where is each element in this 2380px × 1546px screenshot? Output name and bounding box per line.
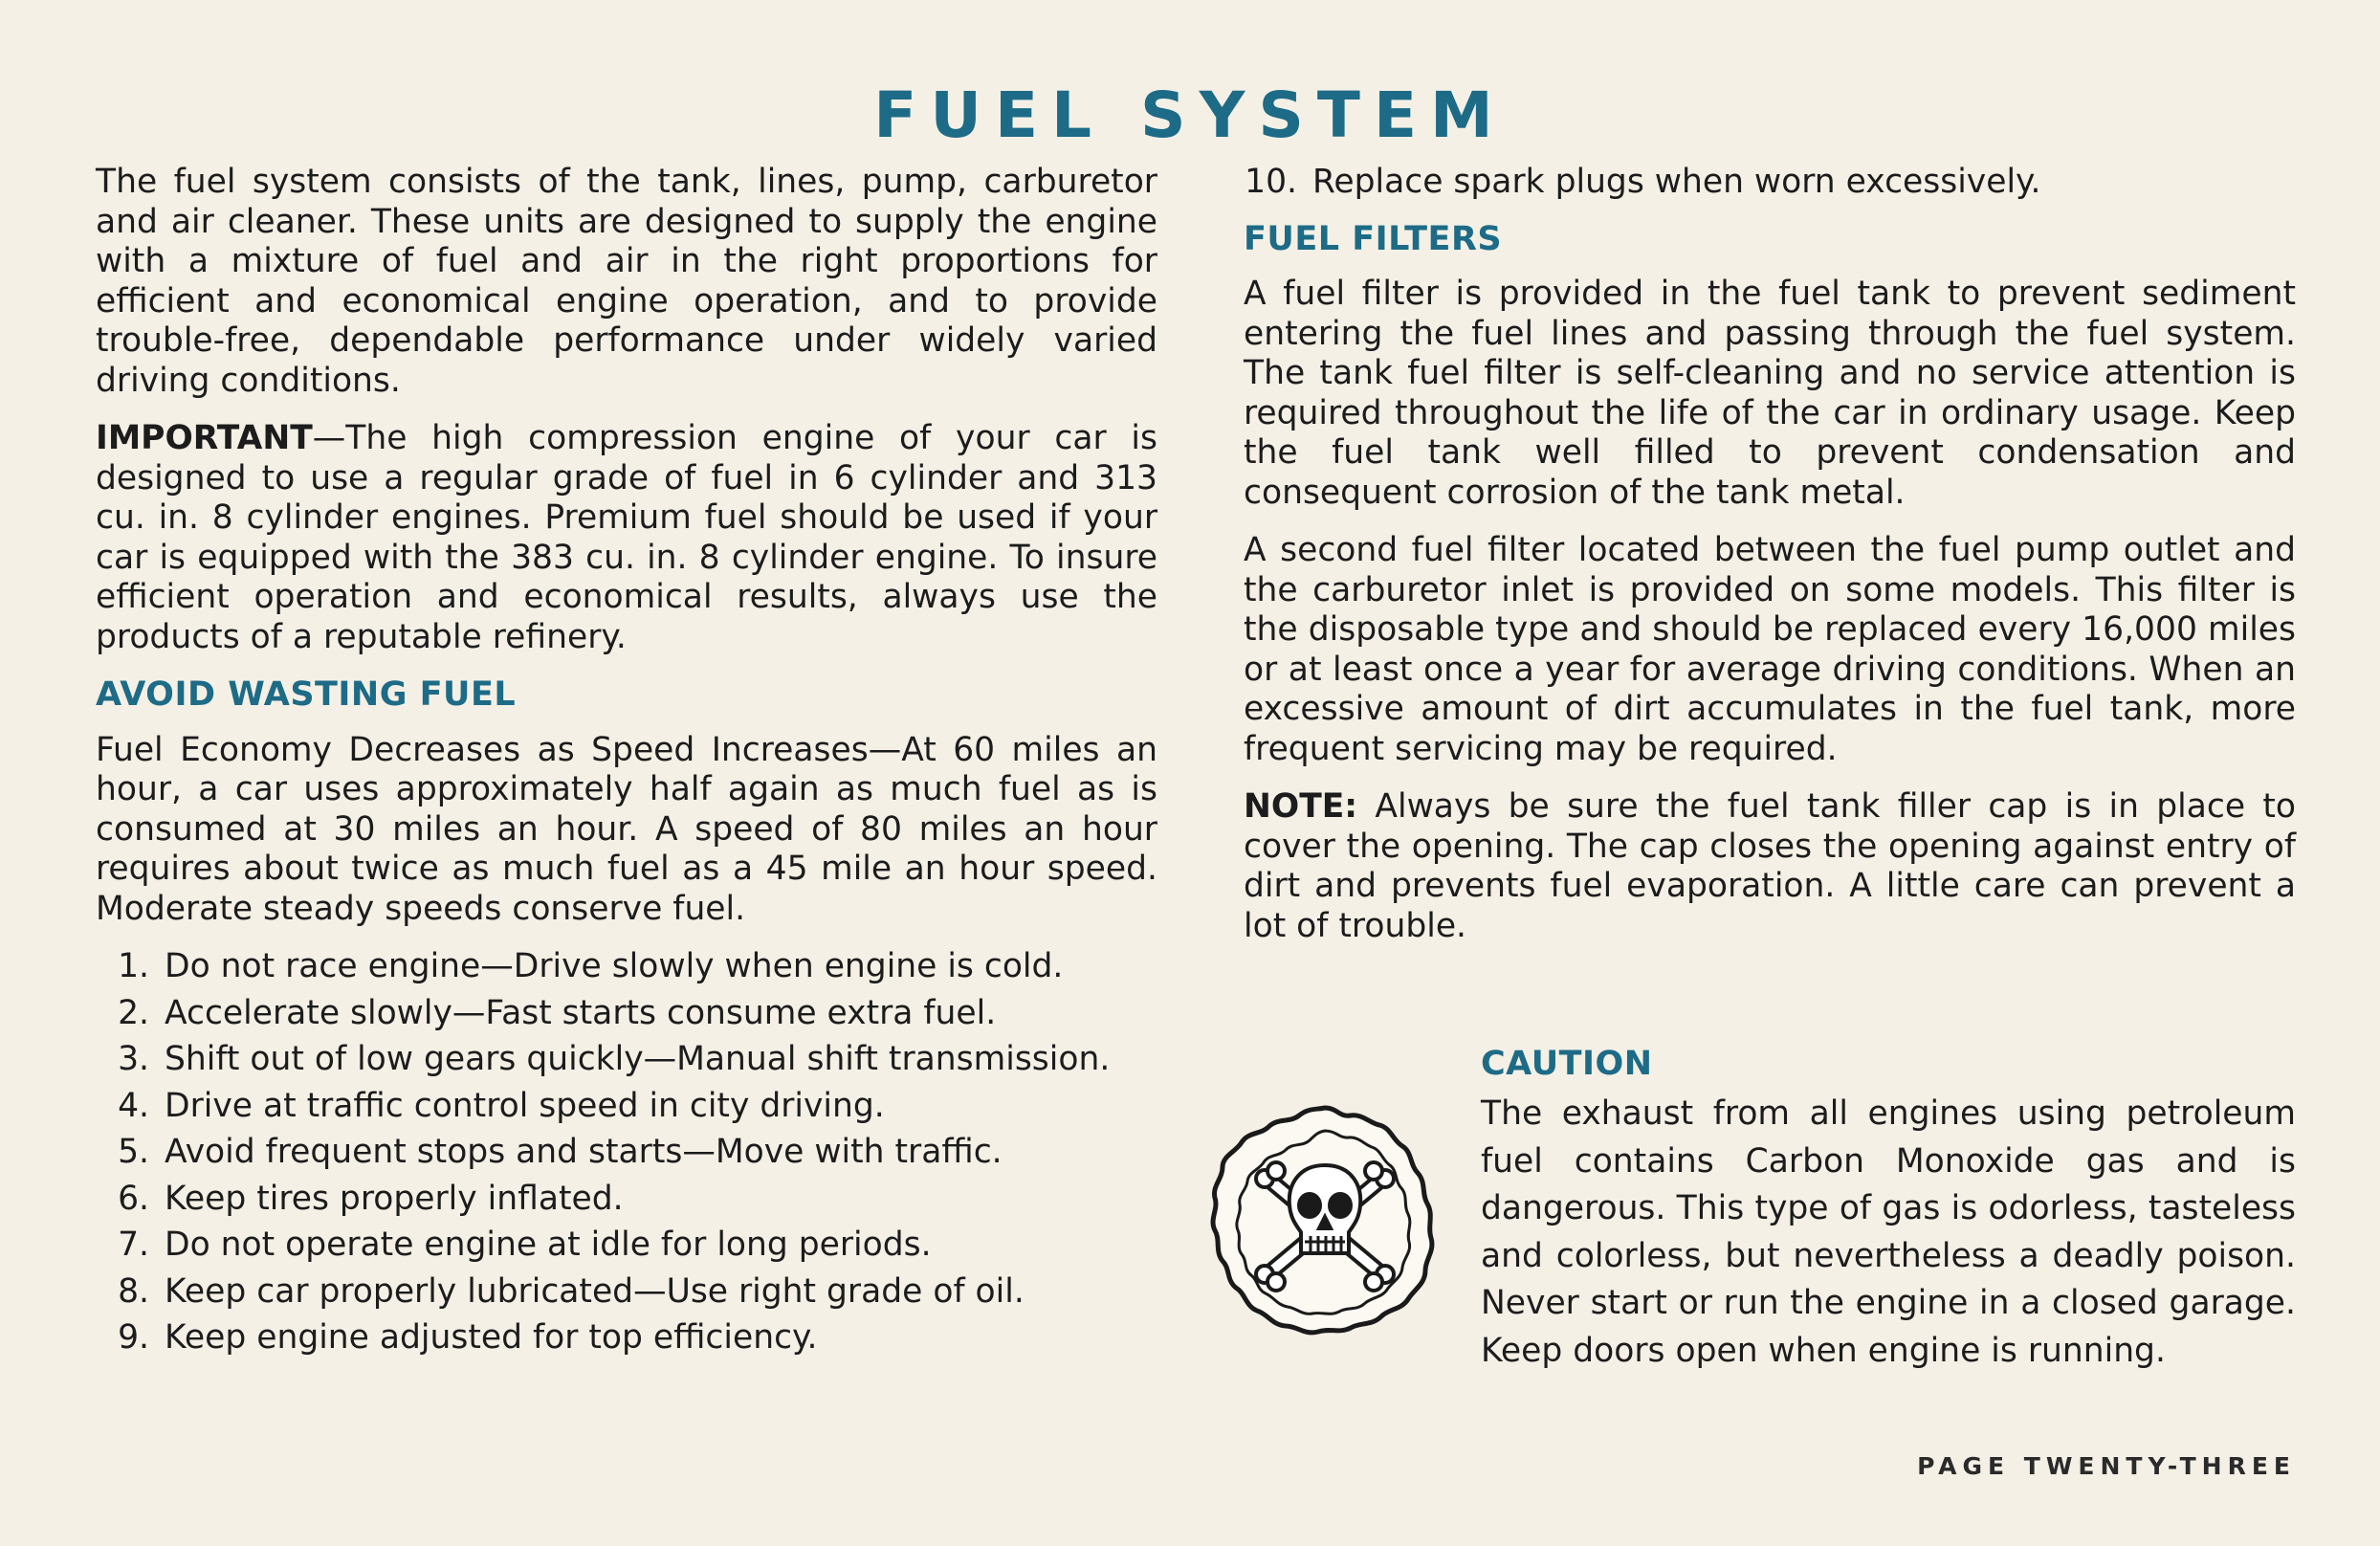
list-item bbox=[96, 1133, 1157, 1173]
list-number: 2. bbox=[118, 993, 149, 1032]
list-item bbox=[96, 1180, 1157, 1220]
fuel-tips-list-continued bbox=[1244, 163, 2296, 203]
page-number: PAGE TWENTY-THREE bbox=[1917, 1452, 2296, 1480]
list-text: Keep car properly lubricated—Use right grade of oil. bbox=[165, 1271, 1025, 1311]
list-item bbox=[1244, 163, 2296, 203]
list-text: Keep engine adjusted for top efficiency. bbox=[165, 1318, 818, 1357]
list-number: 6. bbox=[118, 1179, 149, 1218]
list-number: 9. bbox=[118, 1318, 149, 1357]
list-text: Shift out of low gears quickly—Manual shift transmission. bbox=[165, 1040, 1111, 1078]
list-text: Do not operate engine at idle for long periods. bbox=[165, 1226, 932, 1264]
list-text: Do not race engine—Drive slowly when engine is cold. bbox=[165, 947, 1064, 985]
important-paragraph bbox=[96, 419, 1157, 657]
list-text: Drive at traffic control speed in city driving. bbox=[165, 1086, 885, 1125]
list-number: 1. bbox=[118, 947, 149, 985]
important-text: —The high compression engine of your car is designed to use a regular grade of fuel in 6 cylinder and 313 cu. in. 8 cylinder engines. Premium fuel should be used if your car is equipped with the 383 cu. in. 8 cylinder engine. To insure efficient operation and economical results, always use the products of a reputable refinery. bbox=[96, 419, 1157, 656]
fuel-filters-heading: FUEL FILTERS bbox=[1244, 219, 1503, 258]
important-label: IMPORTANT bbox=[96, 419, 313, 457]
caution-heading: CAUTION bbox=[1481, 1045, 1653, 1083]
list-text: Keep tires properly inflated. bbox=[165, 1179, 624, 1218]
list-text: Avoid frequent stops and starts—Move with traffic. bbox=[165, 1133, 1003, 1171]
list-item bbox=[96, 1087, 1157, 1127]
fuel-filters-paragraph-1: A fuel filter is provided in the fuel tank to prevent sediment entering the fuel lines and passing through the fuel system. The tank fuel filter is self-cleaning and no service attention is required throughout the life of the car in ordinary usage. Keep the fuel tank well filled to prevent condensation and consequent corrosion of the tank metal. bbox=[1244, 275, 2296, 512]
skull-crossbones-icon bbox=[1205, 1102, 1444, 1341]
note-paragraph bbox=[1244, 787, 2296, 946]
note-text: Always be sure the fuel tank filler cap is in place to cover the opening. The cap closes the opening against entry of dirt and prevents fuel evaporation. A little care can prevent a lot of trouble. bbox=[1244, 787, 2296, 945]
caution-paragraph: The exhaust from all engines using petroleum fuel contains Carbon Monoxide gas and is dangerous. This type of gas is odorless, tasteless and colorless, but nevertheless a deadly poison. Never start or run the engine in a closed garage. Keep doors open when engine is running. bbox=[1481, 1094, 2296, 1370]
list-item bbox=[96, 1318, 1157, 1358]
intro-paragraph: The fuel system consists of the tank, lines, pump, carburetor and air cleaner. These units are designed to supply the engine with a mixture of fuel and air in the right proportions for efficient and economical engine operation, and to provide trouble-free, dependable performance under widely varied driving conditions. bbox=[96, 163, 1157, 400]
list-item bbox=[96, 947, 1157, 987]
caution-text-block bbox=[1481, 1043, 2296, 1375]
list-item bbox=[96, 1040, 1157, 1080]
list-number: 4. bbox=[118, 1086, 149, 1125]
list-number: 5. bbox=[118, 1133, 149, 1171]
fuel-economy-paragraph: Fuel Economy Decreases as Speed Increases—At 60 miles an hour, a car uses approximately half again as much fuel as is consumed at 30 miles an hour. A speed of 80 miles an hour requires about twice as much fuel as a 45 mile an hour speed. Moderate steady speeds conserve fuel. bbox=[96, 730, 1157, 928]
note-label: NOTE: bbox=[1244, 787, 1358, 826]
list-item bbox=[96, 1272, 1157, 1313]
left-column bbox=[96, 163, 1157, 1365]
right-column bbox=[1244, 163, 2296, 964]
fuel-tips-list bbox=[96, 947, 1157, 1358]
caution-box bbox=[1205, 1043, 2296, 1435]
list-item bbox=[96, 1226, 1157, 1266]
list-text: Accelerate slowly—Fast starts consume extra fuel. bbox=[165, 993, 997, 1032]
fuel-filters-paragraph-2: A second fuel filter located between the fuel pump outlet and the carburetor inlet is provided on some models. This filter is the disposable type and should be replaced every 16,000 miles or at least once a year for average driving conditions. When an excessive amount of dirt accumulates in the fuel tank, more frequent servicing may be required. bbox=[1244, 531, 2296, 768]
list-number: 7. bbox=[118, 1226, 149, 1264]
list-item bbox=[96, 994, 1157, 1034]
avoid-wasting-fuel-heading: AVOID WASTING FUEL bbox=[96, 675, 517, 714]
list-text: Replace spark plugs when worn excessively. bbox=[1312, 163, 2041, 201]
list-number: 8. bbox=[118, 1271, 149, 1311]
list-number: 3. bbox=[118, 1040, 149, 1078]
list-number: 10. bbox=[1245, 163, 1297, 201]
page-title: FUEL SYSTEM bbox=[873, 78, 1507, 152]
